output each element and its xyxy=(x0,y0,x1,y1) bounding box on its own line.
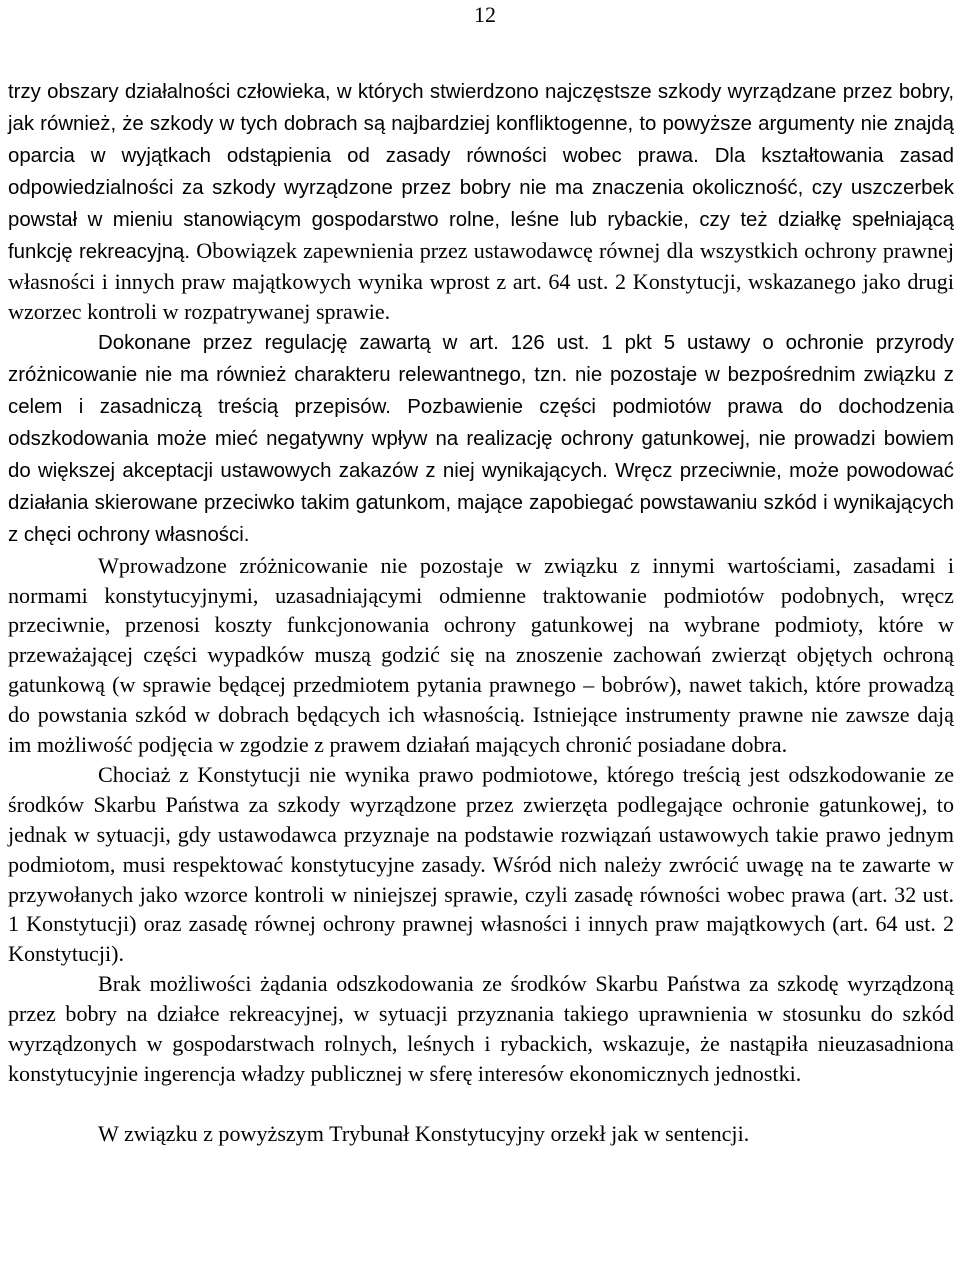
paragraph-1-part-1: trzy obszary działalności człowieka, w których stwierdzono najczęstsze szkody wyrządzane przez bobry, jak również, że szkody w tych dobrach są najbardziej konfliktogenne, to powyższe argumenty nie znajdą oparcia w wyjątkach odstąpienia od zasady równości wobec prawa. Dla kształtowania zasad odpowiedzialności za szkody wyrządzone przez bobry nie ma znaczenia okoliczność, czy uszczerbek powstał w mieniu stanowiącym gospodarstwo rolne, leśne lub rybackie, czy też działkę spełniającą funkcję rekreacyjną. xyxy=(8,81,954,263)
paragraph-6-text: W związku z powyższym Trybunał Konstytucyjny orzekł jak w sentencji. xyxy=(98,1120,750,1146)
paragraph-3 xyxy=(8,551,954,760)
paragraph-5 xyxy=(8,969,954,1089)
document-body xyxy=(8,76,954,1149)
paragraph-1 xyxy=(8,76,954,327)
paragraph-1-part-2: Obowiązek zapewnienia przez ustawodawcę równej dla wszystkich ochrony prawnej własności i innych praw majątkowych wynika wprost z art. 64 ust. 2 Konstytucji, wskazanego jako drugi wzorzec kontroli w rozpatrywanej sprawie. xyxy=(8,237,954,325)
paragraph-2-text: Dokonane przez regulację zawartą w art. 126 ust. 1 pkt 5 ustawy o ochronie przyrody zróżnicowanie nie ma również charakteru relewantnego, tzn. nie pozostaje w bezpośrednim związku z celem i zasadniczą treścią przepisów. Pozbawienie części podmiotów prawa do dochodzenia odszkodowania może mieć negatywny wpływ na realizację ochrony gatunkowej, nie prowadzi bowiem do większej akceptacji ustawowych zakazów z niej wynikających. Wręcz przeciwnie, może powodować działania skierowane przeciwko takim gatunkom, mające zapobiegać powstawaniu szkód i wynikających z chęci ochrony własności. xyxy=(8,332,954,546)
paragraph-5-text: Brak możliwości żądania odszkodowania ze środków Skarbu Państwa za szkodę wyrządzoną przez bobry na działce rekreacyjnej, w sytuacji przyznania takiego uprawnienia w stosunku do szkód wyrządzonych w gospodarstwach rolnych, leśnych i rybackich, wskazuje, że nastąpiła nieuzasadniona konstytucyjnie ingerencja władzy publicznej w sferę interesów ekonomicznych jednostki. xyxy=(8,971,954,1086)
paragraph-4-text: Chociaż z Konstytucji nie wynika prawo podmiotowe, którego treścią jest odszkodowanie ze środków Skarbu Państwa za szkody wyrządzone przez zwierzęta podlegające ochronie gatunkowej, to jednak w sytuacji, gdy ustawodawca przyznaje na podstawie rozwiązań ustawowych takie prawo jednym podmiotom, musi respektować konstytucyjne zasady. Wśród nich należy zwrócić uwagę na te zawarte w przywołanych jako wzorce kontroli w niniejszej sprawie, czyli zasadę równości wobec prawa (art. 32 ust. 1 Konstytucji) oraz zasadę równej ochrony prawnej własności i innych praw majątkowych (art. 64 ust. 2 Konstytucji). xyxy=(8,761,954,967)
paragraph-4 xyxy=(8,760,954,969)
paragraph-2 xyxy=(8,327,954,550)
page-number: 12 xyxy=(474,2,496,27)
paragraph-6 xyxy=(8,1119,954,1149)
paragraph-3-text: Wprowadzone zróżnicowanie nie pozostaje w związku z innymi wartościami, zasadami i normami konstytucyjnymi, uzasadniającymi odmienne traktowanie podmiotów podobnych, wręcz przeciwnie, przenosi koszty funkcjonowania ochrony gatunkowej na wybrane podmioty, które w przeważającej części wypadków muszą godzić się na znoszenie zachowań zwierząt objętych ochroną gatunkową (w sprawie będącej przedmiotem pytania prawnego – bobrów), nawet takich, które prowadzą do powstania szkód w dobrach będących ich własnością. Istniejące instrumenty prawne nie zawsze dają im możliwość podjęcia w zgodzie z prawem działań mających chronić posiadane dobra. xyxy=(8,552,954,758)
